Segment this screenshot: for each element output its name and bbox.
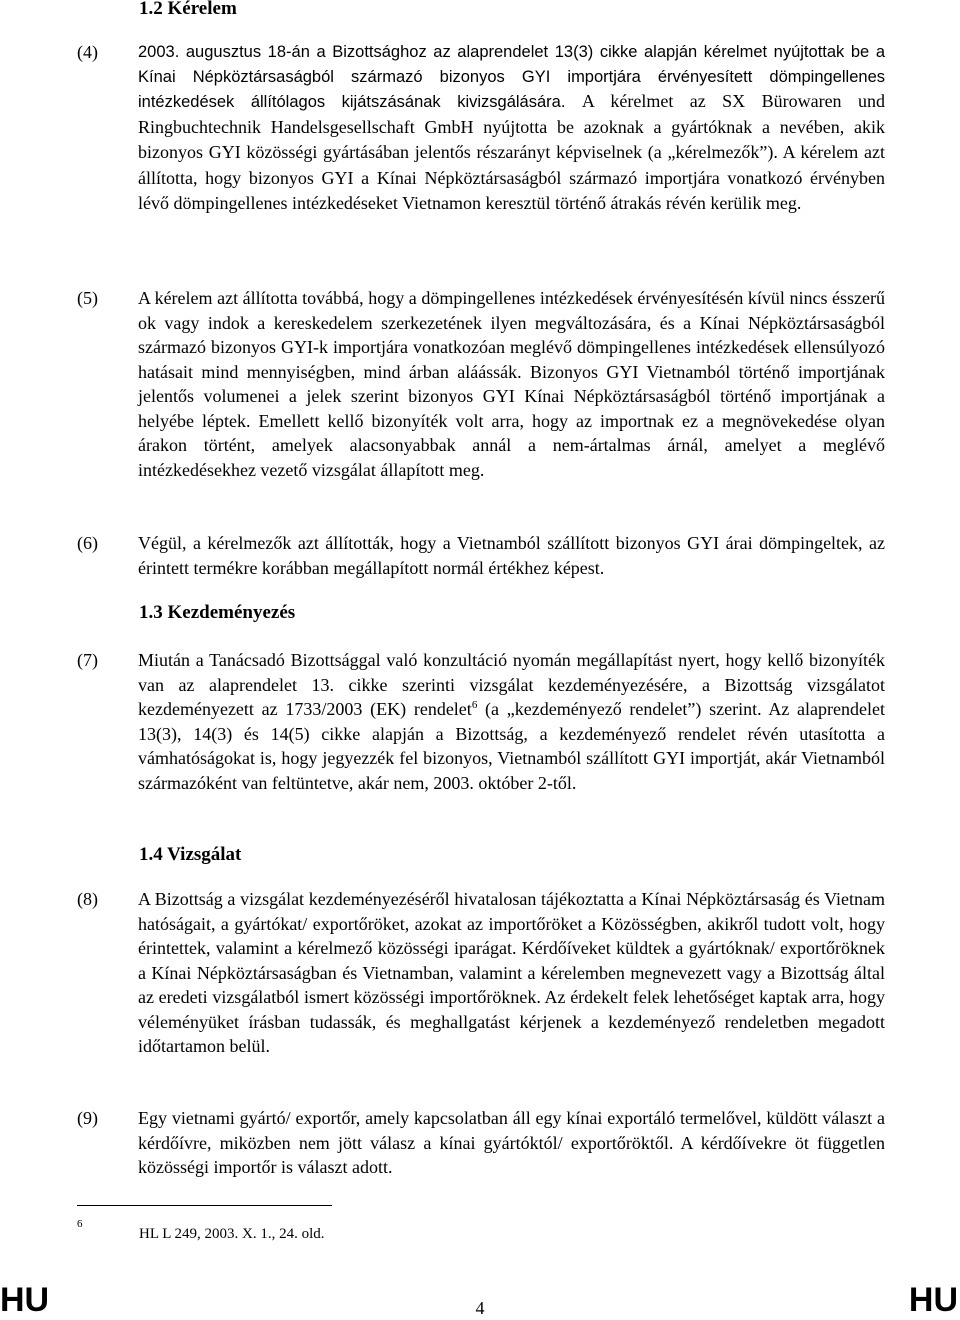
paragraph-text: A kérelem azt állította továbbá, hogy a dömpingellenes intézkedések érvényesítésén kívül nincs ésszerű ok vagy indok a kereskedelem szerkezetének ilyen megváltozására, és a Kínai Népköztársaságból származó bizonyos GYI-k importjára vonatkozóan meglévő dömpingellenes intézkedések ellensúlyozó hatásait mind mennyiségben, mind árban aláássák. Bizonyos GYI Vietnamból történő importjának jelentős volumenei a jelek szerint bizonyos GYI Kínai Népköztársaságból történő importjának a helyébe léptek. Emellett kellő bizonyíték volt arra, hogy az importnak ez a megnövekedése olyan árakon történt, amelyek alacsonyabbak annál a nem-ártalmas árnál, amelyet a meglévő intézkedésekhez vezető vizsgálat állapított meg. <box>138 288 885 480</box>
language-code-left: HU <box>0 1281 50 1319</box>
paragraph-6 <box>77 531 885 580</box>
paragraph-number: (8) <box>77 889 98 909</box>
paragraph-number: (9) <box>77 1108 98 1128</box>
paragraph-number: (5) <box>77 288 98 308</box>
paragraph-number: (6) <box>77 533 98 553</box>
paragraph-8 <box>77 887 885 1059</box>
paragraph-text <box>138 40 885 217</box>
language-code-right: HU <box>908 1281 958 1319</box>
paragraph-4 <box>77 40 885 217</box>
footnote-reference[interactable]: 6 <box>471 699 478 711</box>
section-heading-kezdemenyezes: 1.3 Kezdeményezés <box>139 602 296 623</box>
paragraph-text: Egy vietnami gyártó/ exportőr, amely kapcsolatban áll egy kínai exportáló termelővel, küldött választ a kérdőívre, miközben nem jött válasz a kínai gyártóktól/ exportőröktől. A kérdőívekre öt független közösségi importőr is választ adott. <box>138 1108 885 1177</box>
paragraph-text-part: Miután a Tanácsadó Bizottsággal való konzultáció nyomán megállapítást nyert, hogy kellő bizonyíték van az alaprendelet 13. cikke szerinti vizsgálat kezdeményezésére, a Bizottság vizsgálatot kezdeményezett az 1733/2003 (EK) rendelet <box>138 650 885 719</box>
paragraph-text: A Bizottság a vizsgálat kezdeményezéséről hivatalosan tájékoztatta a Kínai Népköztársaság és Vietnam hatóságait, a gyártókat/ exportőröket, azokat az importőröket a Közösségben, akikről tudott volt, hogy érintettek, valamint a kérelmező közösségi iparágat. Kérdőíveket küldtek a gyártóknak/ exportőröknek a Kínai Népköztársaságban és Vietnamban, valamint a kérelemben megnevezett vagy a Bizottság által az eredeti vizsgálatból ismert közösségi importőröknek. Az érdekelt felek lehetőséget kaptak arra, hogy véleményüket írásban tudassák, és meghallgatást kérjenek a kezdeményező rendeletben megadott időtartamon belül. <box>138 889 885 1056</box>
paragraph-number: (4) <box>77 42 98 62</box>
paragraph-number: (7) <box>77 650 98 670</box>
paragraph-text <box>138 648 885 795</box>
paragraph-7 <box>77 648 885 795</box>
paragraph-lead: 2003. augusztus 18-án a Bizottsághoz az alaprendelet 13(3) cikke alapján kérelmet nyújtottak be a Kínai Népköztársaságból származó bizonyos GYI importjára érvényesített dömpingellenes intézkedések állítólagos kijátszásának kivizsgálására. <box>138 43 885 111</box>
page-number: 4 <box>475 1298 485 1318</box>
section-heading-kerelem: 1.2 Kérelem <box>139 0 237 19</box>
footnote-number: 6 <box>77 1218 83 1230</box>
section-heading-vizsgalat: 1.4 Vizsgálat <box>139 844 242 865</box>
paragraph-9 <box>77 1106 885 1180</box>
paragraph-text-part: (a „kezdeményező rendelet”) szerint. Az alaprendelet 13(3), 14(3) és 14(5) cikke alapján a Bizottság, a kezdeményező rendelet révén utasította a vámhatóságokat is, hogy jegyezzék fel bizonyos, Vietnamból szállított GYI importját, akár Vietnamból származóként van feltüntetve, akár nem, 2003. október 2-től. <box>138 699 886 793</box>
footnote-text: HL L 249, 2003. X. 1., 24. old. <box>139 1226 325 1242</box>
footnote-separator <box>77 1205 332 1206</box>
paragraph-text: Végül, a kérelmezők azt állították, hogy a Vietnamból szállított bizonyos GYI árai dömpingeltek, az érintett termékre korábban megállapított normál értékhez képest. <box>138 533 885 578</box>
paragraph-rest: A kérelmet az SX Bürowaren und Ringbuchtechnik Handelsgesellschaft GmbH nyújtotta be azoknak a gyártóknak a nevében, akik bizonyos GYI közösségi gyártásában jelentős részarányt képviselnek (a „kérelmezők”). A kérelem azt állította, hogy bizonyos GYI a Kínai Népköztársaságból származó importjára vonatkozó érvényben lévő dömpingellenes intézkedéseket Vietnamon keresztül történő átrakás révén kerülik meg. <box>138 91 885 213</box>
paragraph-5 <box>77 286 885 482</box>
